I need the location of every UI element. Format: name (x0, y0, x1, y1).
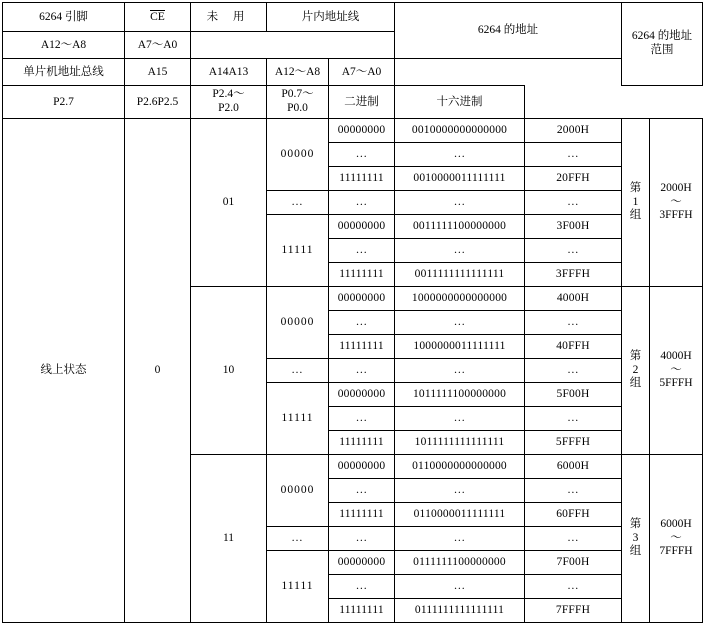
a7a0-cell: 11111111 (329, 263, 395, 287)
range-line1: 2000H (660, 181, 692, 194)
hex-address-cell: … (525, 575, 622, 599)
group-range-cell (650, 455, 703, 623)
group-index-line2: 1 (632, 195, 639, 208)
group-index-line1: 第 (629, 349, 642, 362)
header-cell-a14a13: A14A13 (191, 59, 267, 86)
hex-address-cell: 6000H (525, 455, 622, 479)
header-cell-bus-a12a8: A12～A8 (267, 59, 329, 86)
a12a8-cell: … (267, 191, 329, 215)
header-cell-hex: 十六进制 (395, 86, 525, 119)
hex-address-cell: … (525, 407, 622, 431)
hex-address-cell: 2000H (525, 119, 622, 143)
hex-address-cell: … (525, 527, 622, 551)
header-cell-ce (125, 3, 191, 32)
binary-address-cell: … (395, 239, 525, 263)
a7a0-cell: … (329, 527, 395, 551)
binary-address-cell: … (395, 407, 525, 431)
a7a0-cell: 00000000 (329, 551, 395, 575)
binary-address-cell: … (395, 479, 525, 503)
a7a0-cell: 11111111 (329, 599, 395, 623)
group-select-cell: 11 (191, 455, 267, 623)
table-row (3, 119, 703, 143)
group-select-cell: 10 (191, 287, 267, 455)
hex-address-cell: 5FFFH (525, 431, 622, 455)
binary-address-cell: 0111111111111111 (395, 599, 525, 623)
binary-address-cell: … (395, 575, 525, 599)
binary-address-cell: 1000000000000000 (395, 287, 525, 311)
binary-address-cell: 0010000000000000 (395, 119, 525, 143)
group-index-line2: 3 (632, 531, 639, 544)
hex-address-cell: … (525, 239, 622, 263)
range-line1: 4000H (660, 349, 692, 362)
header-row-2 (3, 59, 703, 86)
a12a8-cell: 00000 (267, 287, 329, 359)
group-range-cell (650, 119, 703, 287)
a7a0-cell: 00000000 (329, 455, 395, 479)
header-cell-p07p00 (267, 86, 329, 119)
a7a0-cell: 11111111 (329, 167, 395, 191)
a7a0-cell: 00000000 (329, 119, 395, 143)
hex-address-cell: 5F00H (525, 383, 622, 407)
binary-address-cell: 0110000011111111 (395, 503, 525, 527)
unused-label: 未 用 (206, 10, 251, 23)
binary-address-cell: 1011111111111111 (395, 431, 525, 455)
a7a0-cell: … (329, 359, 395, 383)
a7a0-cell: 00000000 (329, 215, 395, 239)
group-index-line3: 组 (629, 545, 642, 558)
header-cell-mcu-bus: 单片机地址总线 (3, 59, 125, 86)
binary-address-cell: … (395, 527, 525, 551)
ce-value-cell: 0 (125, 119, 191, 623)
ce-overline-text: CE (150, 10, 165, 23)
binary-address-cell: … (395, 143, 525, 167)
hex-address-cell: 3F00H (525, 215, 622, 239)
header-cell-p27: P2.7 (3, 86, 125, 119)
group-index-line1: 第 (629, 181, 642, 194)
range-line2: ～ (670, 195, 682, 208)
a7a0-cell: 00000000 (329, 287, 395, 311)
range-line1: 6000H (660, 517, 692, 530)
address-map-table (2, 2, 703, 623)
hex-address-cell: 3FFFH (525, 263, 622, 287)
a7a0-cell: … (329, 575, 395, 599)
binary-address-cell: 0011111111111111 (395, 263, 525, 287)
document-page (0, 2, 706, 617)
p24-line1: P2.4～ (212, 88, 245, 101)
hex-address-cell: … (525, 359, 622, 383)
header-row-3 (3, 86, 703, 119)
hex-address-cell: 7F00H (525, 551, 622, 575)
binary-address-cell: 0011111100000000 (395, 215, 525, 239)
group-select-cell: 01 (191, 119, 267, 287)
header-cell-pin-a7a0: A7～A0 (125, 32, 191, 59)
header-cell-unused (191, 3, 267, 32)
binary-address-cell: 0110000000000000 (395, 455, 525, 479)
a12a8-cell: 11111 (267, 551, 329, 623)
group-index-line3: 组 (629, 209, 642, 222)
hex-address-cell: … (525, 191, 622, 215)
hex-address-cell: 7FFFH (525, 599, 622, 623)
a12a8-cell: … (267, 359, 329, 383)
a7a0-cell: … (329, 239, 395, 263)
binary-address-cell: 1000000011111111 (395, 335, 525, 359)
hex-address-cell: … (525, 143, 622, 167)
header-cell-6264-address-range (622, 3, 703, 86)
range-line3: 5FFFH (659, 377, 693, 390)
hex-address-cell: 60FFH (525, 503, 622, 527)
a7a0-cell: … (329, 191, 395, 215)
range-line3: 7FFFH (659, 545, 693, 558)
state-label-cell: 线上状态 (3, 119, 125, 623)
range-line3: 3FFFH (659, 209, 693, 222)
a12a8-cell: 00000 (267, 119, 329, 191)
p07-line2: P0.0 (287, 102, 308, 114)
header-cell-bus-a7a0: A7～A0 (329, 59, 395, 86)
header-cell-p24p20 (191, 86, 267, 119)
group-index-cell (622, 287, 650, 455)
header-cell-pin-a12a8: A12～A8 (3, 32, 125, 59)
hex-address-cell: … (525, 479, 622, 503)
binary-address-cell: 1011111100000000 (395, 383, 525, 407)
binary-address-cell: … (395, 311, 525, 335)
header-cell-binary: 二进制 (329, 86, 395, 119)
a7a0-cell: … (329, 479, 395, 503)
header-cell-a15: A15 (125, 59, 191, 86)
a12a8-cell: 00000 (267, 455, 329, 527)
hex-address-cell: 40FFH (525, 335, 622, 359)
group-index-line2: 2 (632, 363, 639, 376)
hex-address-cell: 20FFH (525, 167, 622, 191)
p24-line2: P2.0 (218, 102, 239, 114)
a12a8-cell: … (267, 527, 329, 551)
a7a0-cell: 00000000 (329, 383, 395, 407)
header-cell-pin: 6264 引脚 (3, 3, 125, 32)
a12a8-cell: 11111 (267, 383, 329, 455)
header-cell-internal-address-bus: 片内地址线 (267, 3, 395, 32)
p07-line1: P0.7～ (281, 88, 314, 101)
a7a0-cell: 11111111 (329, 335, 395, 359)
binary-address-cell: … (395, 359, 525, 383)
header-row-1 (3, 3, 703, 32)
a7a0-cell: 11111111 (329, 503, 395, 527)
group-range-cell (650, 287, 703, 455)
a7a0-cell: … (329, 143, 395, 167)
group-index-line1: 第 (629, 517, 642, 530)
binary-address-cell: 0010000011111111 (395, 167, 525, 191)
range-title-line2: 范围 (650, 44, 674, 56)
binary-address-cell: … (395, 191, 525, 215)
header-cell-6264-address: 6264 的地址 (395, 3, 622, 59)
a12a8-cell: 11111 (267, 215, 329, 287)
range-title-line1: 6264 的地址 (631, 30, 693, 43)
hex-address-cell: … (525, 311, 622, 335)
group-index-cell (622, 455, 650, 623)
a7a0-cell: 11111111 (329, 431, 395, 455)
range-line2: ～ (670, 363, 682, 376)
group-index-line3: 组 (629, 377, 642, 390)
header-cell-p26p25: P2.6P2.5 (125, 86, 191, 119)
range-line2: ～ (670, 531, 682, 544)
binary-address-cell: 0111111100000000 (395, 551, 525, 575)
a7a0-cell: … (329, 407, 395, 431)
a7a0-cell: … (329, 311, 395, 335)
group-index-cell (622, 119, 650, 287)
hex-address-cell: 4000H (525, 287, 622, 311)
